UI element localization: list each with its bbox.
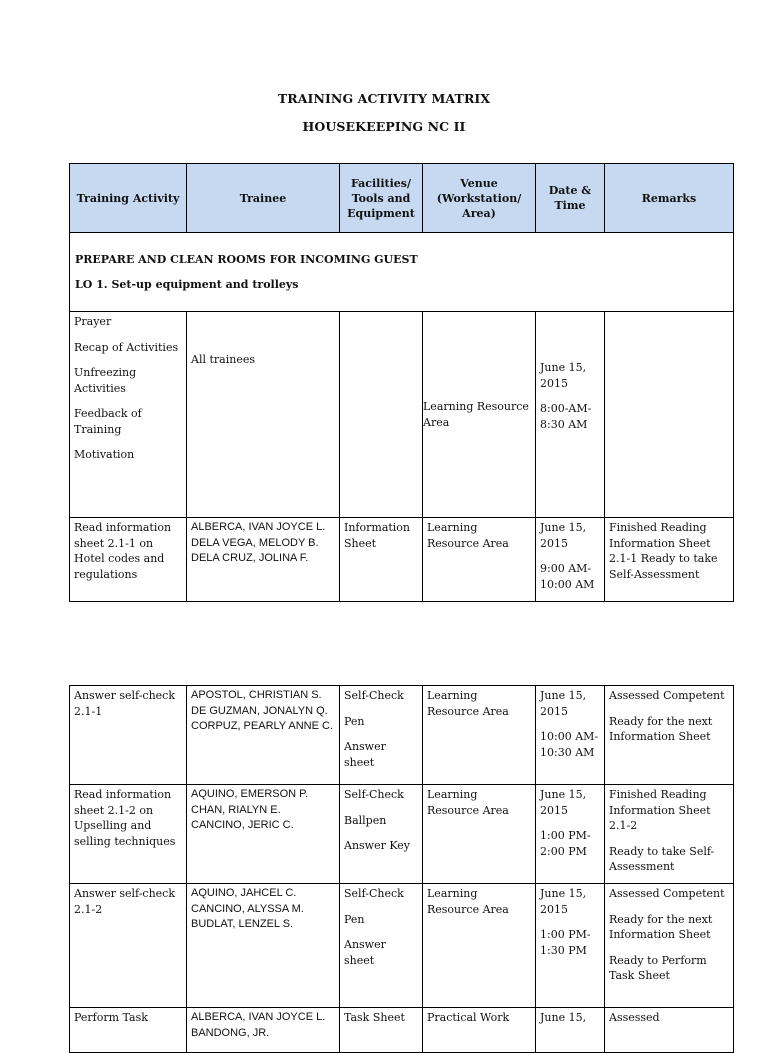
tools-cell: [340, 785, 423, 884]
header-date-time: Date & Time: [536, 164, 605, 233]
tool-item: Self-Check: [344, 788, 404, 801]
tool-item: Self-Check: [344, 887, 404, 900]
remarks-cell: [605, 785, 734, 884]
date-text: June 15, 2015: [540, 521, 587, 550]
tool-item: Answer Key: [344, 839, 410, 852]
activity-item: Feedback of Training: [74, 407, 142, 436]
table-row: [70, 884, 734, 1008]
date-time-cell: [536, 884, 605, 1008]
activity-cell: Answer self-check 2.1-2: [70, 884, 187, 1008]
activity-item: Motivation: [74, 448, 135, 461]
venue-cell: Learning Resource Area: [423, 785, 536, 884]
remark-item: Ready for the next Information Sheet: [609, 912, 713, 941]
document-subtitle: HOUSEKEEPING NC II: [302, 119, 466, 134]
header-remarks: Remarks: [605, 164, 734, 233]
date-text: June 15, 2015: [540, 361, 587, 390]
remarks-cell: [605, 884, 734, 1008]
section-row: [70, 233, 734, 312]
trainee-cell: AQUINO, JAHCEL C. CANCINO, ALYSSA M. BUDLAT, LENZEL S.: [187, 884, 340, 1008]
trainee-cell: ALBERCA, IVAN JOYCE L. DELA VEGA, MELODY B. DELA CRUZ, JOLINA F.: [187, 518, 340, 602]
remark-item: Ready to Perform Task Sheet: [609, 953, 707, 982]
date-time-cell: [536, 686, 605, 785]
trainee-cell: AQUINO, EMERSON P. CHAN, RIALYN E. CANCINO, JERIC C.: [187, 785, 340, 884]
trainee-cell: All trainees: [187, 312, 340, 518]
remark-item: Assessed Competent: [609, 689, 725, 702]
activity-matrix-table-page2: [69, 685, 734, 1053]
tool-item: Answer sheet: [344, 740, 386, 769]
activity-cell: Answer self-check 2.1-1: [70, 686, 187, 785]
activity-matrix-table-page1: [69, 163, 734, 602]
remarks-cell: Finished Reading Information Sheet 2.1-1 Ready to take Self-Assessment: [605, 518, 734, 602]
remark-item: Ready for the next Information Sheet: [609, 714, 713, 743]
tool-item: Answer sheet: [344, 938, 386, 967]
venue-cell: Learning Resource Area: [423, 884, 536, 1008]
tool-item: Ballpen: [344, 813, 387, 827]
remark-item: Finished Reading Information Sheet 2.1-2: [609, 788, 711, 832]
learning-outcome-title: LO 1. Set-up equipment and trolleys: [75, 278, 299, 291]
remarks-cell: Assessed: [605, 1008, 734, 1053]
venue-cell: Learning Resource Area: [423, 686, 536, 785]
date-text: June 15, 2015: [540, 689, 587, 718]
venue-cell: Learning Resource Area: [423, 312, 536, 518]
trainee-cell: APOSTOL, CHRISTIAN S. DE GUZMAN, JONALYN Q. CORPUZ, PEARLY ANNE C.: [187, 686, 340, 785]
remark-item: Assessed Competent: [609, 887, 725, 900]
venue-cell: Learning Resource Area: [423, 518, 536, 602]
date-time-cell: [536, 312, 605, 518]
document-title: TRAINING ACTIVITY MATRIX: [277, 91, 491, 106]
table-row: [70, 1008, 734, 1053]
tool-item: Pen: [344, 912, 365, 926]
activity-item: Prayer: [74, 315, 112, 328]
time-text: 8:00-AM-8:30 AM: [540, 402, 592, 431]
trainee-cell: ALBERCA, IVAN JOYCE L. BANDONG, JR.: [187, 1008, 340, 1053]
header-facilities-tools: Facilities/ Tools and Equipment: [340, 164, 423, 233]
activity-cell: [70, 312, 187, 518]
table-row: [70, 518, 734, 602]
tool-item: Self-Check: [344, 689, 404, 702]
remarks-cell: [605, 686, 734, 785]
time-text: 1:00 PM-1:30 PM: [540, 928, 591, 957]
section-cell: [70, 233, 734, 312]
time-text: 1:00 PM-2:00 PM: [540, 829, 591, 858]
activity-cell: Read information sheet 2.1-2 on Upselling and selling techniques: [70, 785, 187, 884]
time-text: 10:00 AM-10:30 AM: [540, 730, 599, 759]
date-time-cell: [536, 518, 605, 602]
section-title: PREPARE AND CLEAN ROOMS FOR INCOMING GUEST: [75, 252, 418, 266]
activity-cell: Read information sheet 2.1-1 on Hotel codes and regulations: [70, 518, 187, 602]
tools-cell: [340, 686, 423, 785]
date-text: June 15, 2015: [540, 887, 587, 916]
header-venue: Venue (Workstation/ Area): [423, 164, 536, 233]
date-text: June 15, 2015: [540, 788, 587, 817]
venue-cell: Practical Work: [423, 1008, 536, 1053]
table-header-row: [70, 164, 734, 233]
tools-cell: [340, 884, 423, 1008]
time-text: 9:00 AM-10:00 AM: [540, 562, 595, 591]
date-time-cell: June 15,: [536, 1008, 605, 1053]
header-trainee: Trainee: [187, 164, 340, 233]
remarks-cell: [605, 312, 734, 518]
tools-cell: Task Sheet: [340, 1008, 423, 1053]
activity-item: Recap of Activities: [74, 340, 179, 354]
table-row: [70, 686, 734, 785]
tools-cell: Information Sheet: [340, 518, 423, 602]
remark-item: Ready to take Self-Assessment: [609, 844, 715, 873]
activity-cell: Perform Task: [70, 1008, 187, 1053]
activity-item: Unfreezing Activities: [74, 366, 137, 395]
tool-item: Pen: [344, 714, 365, 728]
header-training-activity: Training Activity: [70, 164, 187, 233]
table-row: [70, 785, 734, 884]
table-row: [70, 312, 734, 518]
date-time-cell: [536, 785, 605, 884]
tools-cell: [340, 312, 423, 518]
